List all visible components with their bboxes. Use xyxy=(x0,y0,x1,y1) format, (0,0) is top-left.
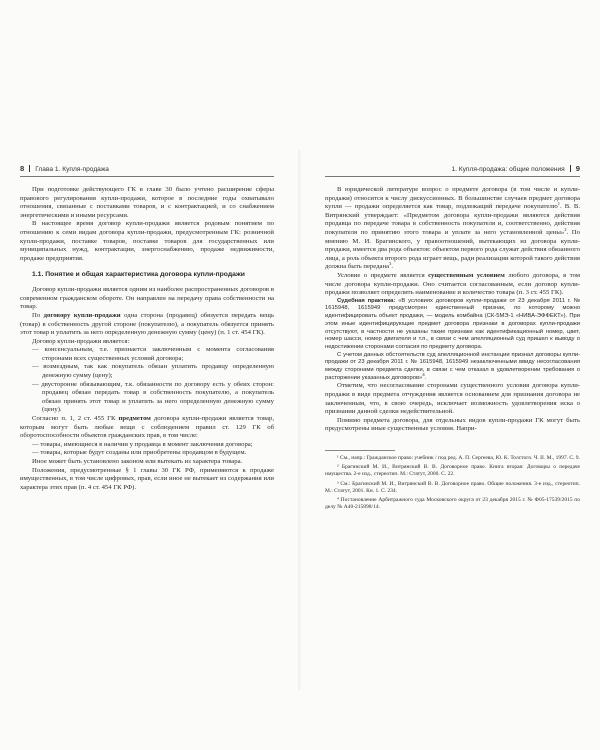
paragraph: Отметим, что несогласование сторонами существенного условия договора купли-продажи в виде предмета отчуждения является основанием для признания договора не заключенным, что, в свою очередь, исключает возможность удовлетворения иска о признании данной сделки недействительной. xyxy=(325,382,580,416)
right-head-rule xyxy=(325,176,580,177)
subject-paragraph xyxy=(20,415,274,441)
list-item: — консенсуальным, т.е. признается заключенным с момента согласования сторонами всех существенных условий договора; xyxy=(32,346,274,362)
right-page-number: 9 xyxy=(575,164,580,173)
footnote-ref: 4 xyxy=(422,371,425,377)
court-practice-label: Судебная практика: xyxy=(337,297,396,304)
paragraph: Договор купли-продажи является одним из наиболее распространенных договоров в современном гражданском обороте. Он направлен на передачу права собственности на товар. xyxy=(20,286,274,311)
paragraph: В настоящее время договор купли-продажи является родовым понятием по отношению к семи видам договора купли-продажи, предусмотренным ГК: розничной купли-продажи, поставке товаров, поставке товаров для государственных или муниципальных нужд, контрактации, энергоснабжению, продаже недвижимости, продаже предприятия. xyxy=(20,220,274,262)
list-item: — товары, имеющиеся в наличии у продавца в момент заключения договора; xyxy=(32,440,253,448)
paragraph: Положения, предусмотренные § 1 главы 30 ГК РФ, применяются к продаже имущественных, в том числе цифровых, прав, если иное не вытекает из содержания или характера этих прав (п. 4 ст. 454 ГК РФ). xyxy=(20,466,274,491)
left-running-head xyxy=(20,164,274,174)
features-intro: Договор купли-продажи является: xyxy=(32,337,130,345)
left-head-rule xyxy=(20,176,274,177)
left-page-number: 8 xyxy=(20,164,25,173)
definition-pre: По xyxy=(32,311,41,319)
footnote-separator xyxy=(325,450,395,451)
definition-term: договору купли-продажи xyxy=(43,311,121,319)
definition-post: одна сторона (продавец) обязуется передать вещь (товар) в собственность другой стороне (покупателю), а покупатель обязуется принять этот товар и уплатить за него определенную денежную сумму (цену) (п. 1 ст. 454 ГК). xyxy=(20,311,274,337)
footnote-ref: 2 xyxy=(564,226,567,232)
court-practice-block: С учетом данных обстоятельств суд апелляционной инстанции признал договоры купли-продажи от 23 декабря 2011 г. № 1615948, 1615949 незаключенными ввиду несогласования между сторонами предмета сделки, в связи с чем отказал в удовлетворении требования о расторжении указанных договоров»$^4$. xyxy=(325,351,580,381)
chapter-label: Глава xyxy=(35,166,54,173)
right-page-body xyxy=(325,186,580,513)
right-running-head xyxy=(325,164,580,174)
footnote-ref: 1 xyxy=(557,200,560,206)
footnote: ³ См.: Брагинский М. И., Витрянский В. В. Договорное право. Общие положения. 3-е изд., стереотип. М.: Статут, 2001. Кн. 1. С. 234. xyxy=(325,480,580,494)
list-item: — товары, которые будут созданы или приобретены продавцом в будущем. xyxy=(32,449,247,457)
footnote: ⁴ Постановление Арбитражного суда Московского округа от 23 декабря 2015 г. № Ф05-17539/2015 по делу № А40-215898/14. xyxy=(325,497,580,511)
chapter-title: Купля-продажа xyxy=(62,166,109,173)
paragraph: Помимо предмета договора, для отдельных видов купли-продажи ГК могут быть предусмотрены иные существенные условия. Напри- xyxy=(325,416,580,433)
footnote: ² Брагинский М. И., Витрянский В. В. Договорное право. Книга вторая: Договоры о передаче имущества. 2-е изд., стереотип. М.: Статут, 2000. С. 22. xyxy=(325,464,580,478)
list-item: — возмездным, так как покупатель обязан уплатить продавцу определенную денежную сумму (цену); xyxy=(32,363,274,380)
head-divider xyxy=(570,165,571,172)
section-heading: 1.1. Понятие и общая характеристика договора купли-продажи xyxy=(32,271,245,279)
chapter-number: 1. xyxy=(54,166,61,173)
left-page-body xyxy=(20,186,274,492)
paragraph: Иное может быть установлено законом или вытекать из характера товара. xyxy=(32,458,243,466)
essential-condition-paragraph: Условие о предмете является существенным условием любого договора, в том числе договора купли-продажи. Оно считается согласованным, если договор купли-продажи позволяет определить наименование и количество товара (п. 3 ст. 455 ГК). xyxy=(325,271,581,297)
list-item: — двусторонне обязывающим, т.к. обязанности по договору есть у обеих сторон: продавец обязан передать товар в собственность покупателю, а покупатель обязан принять этот товар и уплатить за него определенную денежную сумму (цену). xyxy=(32,380,274,414)
essential-condition-term: существенным условием xyxy=(428,271,505,279)
court-practice-block: Судебная практика: «В условиях договоров купли-продажи от 23 декабря 2011 г. № 1615948, 1615949 предусмотрен единственный признак, по которому можно идентифицировать объект продажи, — модель комбайна (СК-5МЭ-1 «НИВА-ЭФФЕКТ»). При этом иные идентифицирующие предмет договора признаки в договорах купли-продажи отсутствуют, в частности не указаны такие признаки как идентификационный номер, цвет, номер шасси, номер двигателя и т.п., в связи с чем апелляционный суд пришел к выводу о недостижении сторонами согласия по предмету договора. xyxy=(325,297,580,350)
head-divider xyxy=(29,165,30,172)
page-gutter xyxy=(298,150,302,690)
subject-pre: Согласно п. 1, 2 ст. 455 ГК xyxy=(32,415,116,423)
subject-term: предметом xyxy=(118,415,151,423)
footnotes xyxy=(325,455,580,511)
definition-paragraph xyxy=(20,312,274,338)
footnote-ref: 3 xyxy=(389,261,392,267)
right-running-title: 1. Купля-продажа: общие положения xyxy=(451,166,565,173)
paragraph: При подготовке действующего ГК в главе 30 было учтено расширение сферы правового регулирования купли-продажи, которое в последние годы охватывало отношения, связанные с поставками товаров, и с контрактацией, и со снабжением энергетическими и иными ресурсами. xyxy=(20,186,274,219)
subject-post: договора купли-продажи является товар, которым могут быть любые вещи с соблюдением правил ст. 129 ГК об оборотоспособности объектов гражданских прав, в том числе: xyxy=(20,415,274,440)
doctrine-paragraph: В юридической литературе вопрос о предмете договора (в том числе и купли-продажи) относится к числу дискуссионных. В большинстве случаев предмет договора купли — продажи определяется как товар, подлежащий передаче покупателю$^1$. В. В. Витрянский утверждает: «Предметом договора купли-продажи являются действия продавца по передаче товара в собственность покупателя и, соответственно, действия покупателя по принятию этого товара и уплате за него установленной цены»$^2$. По мнению М. И. Брагинского, у правоотношений, вытекающих из договора купли-продажи, имеется два рода объектов: объектом первого рода служат действия обязанного лица, а роль объекта второго рода играет вещь, ради реализации которой такого действия должна быть передана$^3$. xyxy=(325,186,580,271)
footnote: ¹ См., напр.: Гражданское право: учебник / под ред. А. П. Сергеева, Ю. К. Толстого. Ч. II. М., 1997. С. 9. xyxy=(337,455,580,462)
